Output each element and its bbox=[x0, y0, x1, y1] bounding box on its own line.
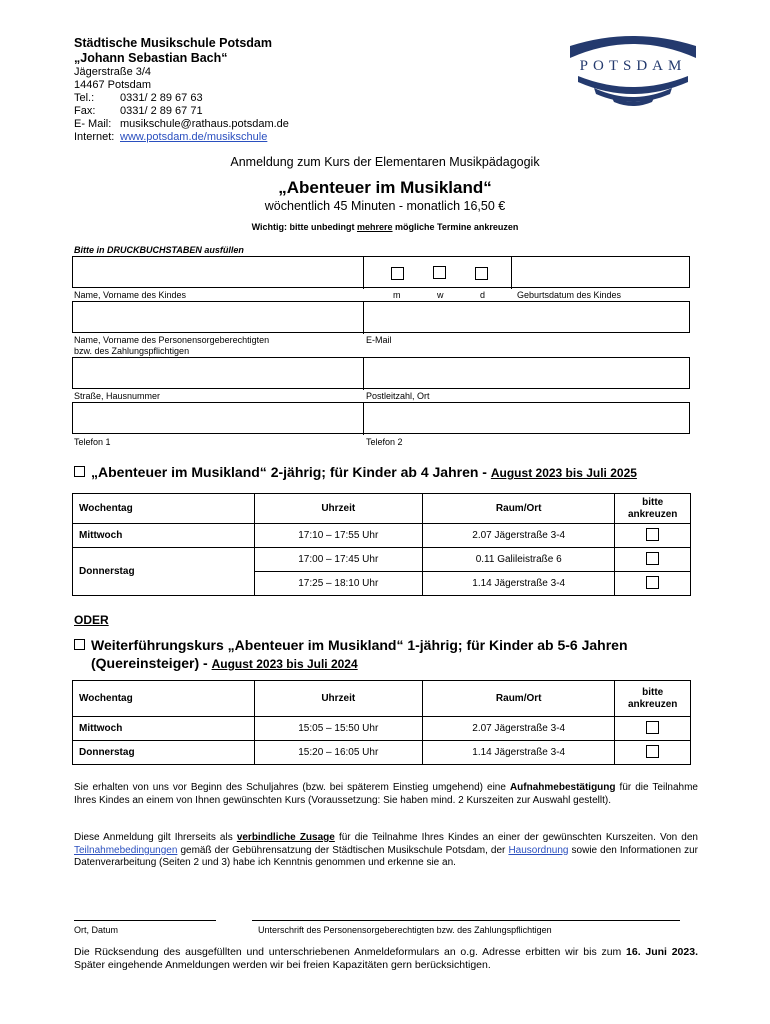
internet-link[interactable]: www.potsdam.de/musikschule bbox=[120, 131, 268, 143]
phone-row bbox=[72, 402, 690, 434]
d-label: d bbox=[480, 290, 486, 300]
course2-table: Wochentag Uhrzeit Raum/Ort bitte ankreuzen Mittwoch 15:05 – 15:50 Uhr 2.07 Jägerstraße 3-4 Donnerstag 15:20 – 16:05 Uhr 1.14 Jägerstraße 3-4 bbox=[72, 680, 691, 765]
course1-heading: „Abenteuer im Musikland“ 2-jährig; für Kinder ab 4 Jahren - August 2023 bis Juli 2025 bbox=[74, 463, 637, 482]
school-name: Städtische Musikschule Potsdam bbox=[74, 36, 272, 50]
zip-label: Postleitzahl, Ort bbox=[366, 391, 430, 401]
internet-row: Internet: www.potsdam.de/musikschule bbox=[74, 131, 268, 143]
phone2-label: Telefon 2 bbox=[366, 437, 403, 447]
m-label: m bbox=[393, 290, 401, 300]
course1-table: Wochentag Uhrzeit Raum/Ort bitte ankreuzen Mittwoch 17:10 – 17:55 Uhr 2.07 Jägerstraße 3-4 Donnerstag 17:00 – 17:45 Uhr 0.11 Galileistraße 6 17:25 – 18:10 Uhr 1.14 Jägerstraße 3-4 bbox=[72, 493, 691, 596]
tel-row: Tel.: 0331/ 2 89 67 63 bbox=[74, 92, 203, 104]
gender-m-checkbox[interactable] bbox=[391, 267, 404, 280]
place-date-label: Ort, Datum bbox=[74, 925, 119, 935]
guardian-row bbox=[72, 301, 690, 333]
gender-d-checkbox[interactable] bbox=[475, 267, 488, 280]
return-paragraph: Die Rücksendung des ausgefüllten und unterschriebenen Anmeldeformulars an o.g. Adresse erbitten wir bis zum 16. Juni 2023. Später eingehende Anmeldungen werden wir bei freien Kapazitäten gern berücksichtigen. bbox=[74, 946, 698, 971]
logo-text: POTSDAM bbox=[579, 58, 687, 74]
course-subtitle: wöchentlich 45 Minuten - monatlich 16,50 € bbox=[264, 199, 506, 213]
school-address bbox=[74, 36, 289, 144]
place-date-line bbox=[74, 920, 216, 921]
oder-label: ODER bbox=[74, 613, 109, 627]
course2-heading: Weiterführungskurs „Abenteuer im Musikland“ 1-jährig; für Kinder ab 5-6 Jahren (Quereinsteiger) - August 2023 bis Juli 2024 bbox=[74, 636, 704, 673]
email-row: E- Mail: musikschule@rathaus.potsdam.de bbox=[74, 118, 289, 130]
gender-w-checkbox[interactable] bbox=[433, 266, 446, 279]
course1-slot3-checkbox[interactable] bbox=[646, 576, 659, 589]
terms-link[interactable]: Teilnahmebedingungen bbox=[74, 844, 178, 856]
confirmation-paragraph: Sie erhalten von uns vor Beginn des Schuljahres (bzw. bei späterem Einstieg umgehend) eine Aufnahmebestätigung für die Teilnahme Ihres Kindes an einem von Ihnen gewünschten Kurs (Voraussetzung: Sie haben mind. 2 Kurszeiten zur Auswahl gestellt). bbox=[74, 782, 698, 806]
binding-paragraph: Diese Anmeldung gilt Ihrerseits als verbindliche Zusage für die Teilnahme Ihres Kindes an einer der gewünschten Kurszeiten. Von den Teilnahmebedingungen gemäß der Gebührensatzung der Städtischen Musikschule Potsdam, der Hausordnung sowie den Informationen zur Datenverarbeitung (Seiten 2 und 3) habe ich Kenntnis genommen und erkenne sie an. bbox=[74, 832, 698, 868]
fax-row: Fax: 0331/ 2 89 67 71 bbox=[74, 105, 203, 117]
guardian-label: Name, Vorname des Personensorgeberechtigten bzw. des Zahlungspflichtigen bbox=[74, 335, 270, 356]
street: Jägerstraße 3/4 bbox=[74, 66, 152, 78]
street-label: Straße, Hausnummer bbox=[74, 391, 161, 401]
important-note: Wichtig: bitte unbedingt mehrere mögliche Termine ankreuzen bbox=[251, 222, 519, 232]
w-label: w bbox=[437, 290, 444, 300]
course-title: „Abenteuer im Musikland“ bbox=[278, 178, 492, 197]
signature-line bbox=[252, 920, 680, 921]
course1-slot1-checkbox[interactable] bbox=[646, 528, 659, 541]
course1-slot2-checkbox[interactable] bbox=[646, 552, 659, 565]
house-rules-link[interactable]: Hausordnung bbox=[508, 844, 569, 856]
course2-slot1-checkbox[interactable] bbox=[646, 721, 659, 734]
form-heading: Anmeldung zum Kurs der Elementaren Musikpädagogik bbox=[230, 155, 540, 169]
course2-checkbox[interactable] bbox=[74, 639, 85, 650]
form-instruction: Bitte in DRUCKBUCHSTABEN ausfüllen bbox=[74, 245, 244, 255]
signature-label: Unterschrift des Personensorgeberechtigten bzw. des Zahlungspflichtigen bbox=[258, 925, 552, 935]
course1-checkbox[interactable] bbox=[74, 466, 85, 477]
phone1-label: Telefon 1 bbox=[74, 437, 111, 447]
address-row bbox=[72, 357, 690, 389]
school-subname: „Johann Sebastian Bach“ bbox=[74, 51, 228, 65]
city: 14467 Potsdam bbox=[74, 79, 152, 91]
child-name-label: Name, Vorname des Kindes bbox=[74, 290, 187, 300]
course2-slot2-checkbox[interactable] bbox=[646, 745, 659, 758]
email-label: E-Mail bbox=[366, 335, 392, 345]
potsdam-logo bbox=[560, 36, 706, 108]
birthdate-label: Geburtsdatum des Kindes bbox=[517, 290, 622, 300]
child-row bbox=[72, 256, 690, 288]
